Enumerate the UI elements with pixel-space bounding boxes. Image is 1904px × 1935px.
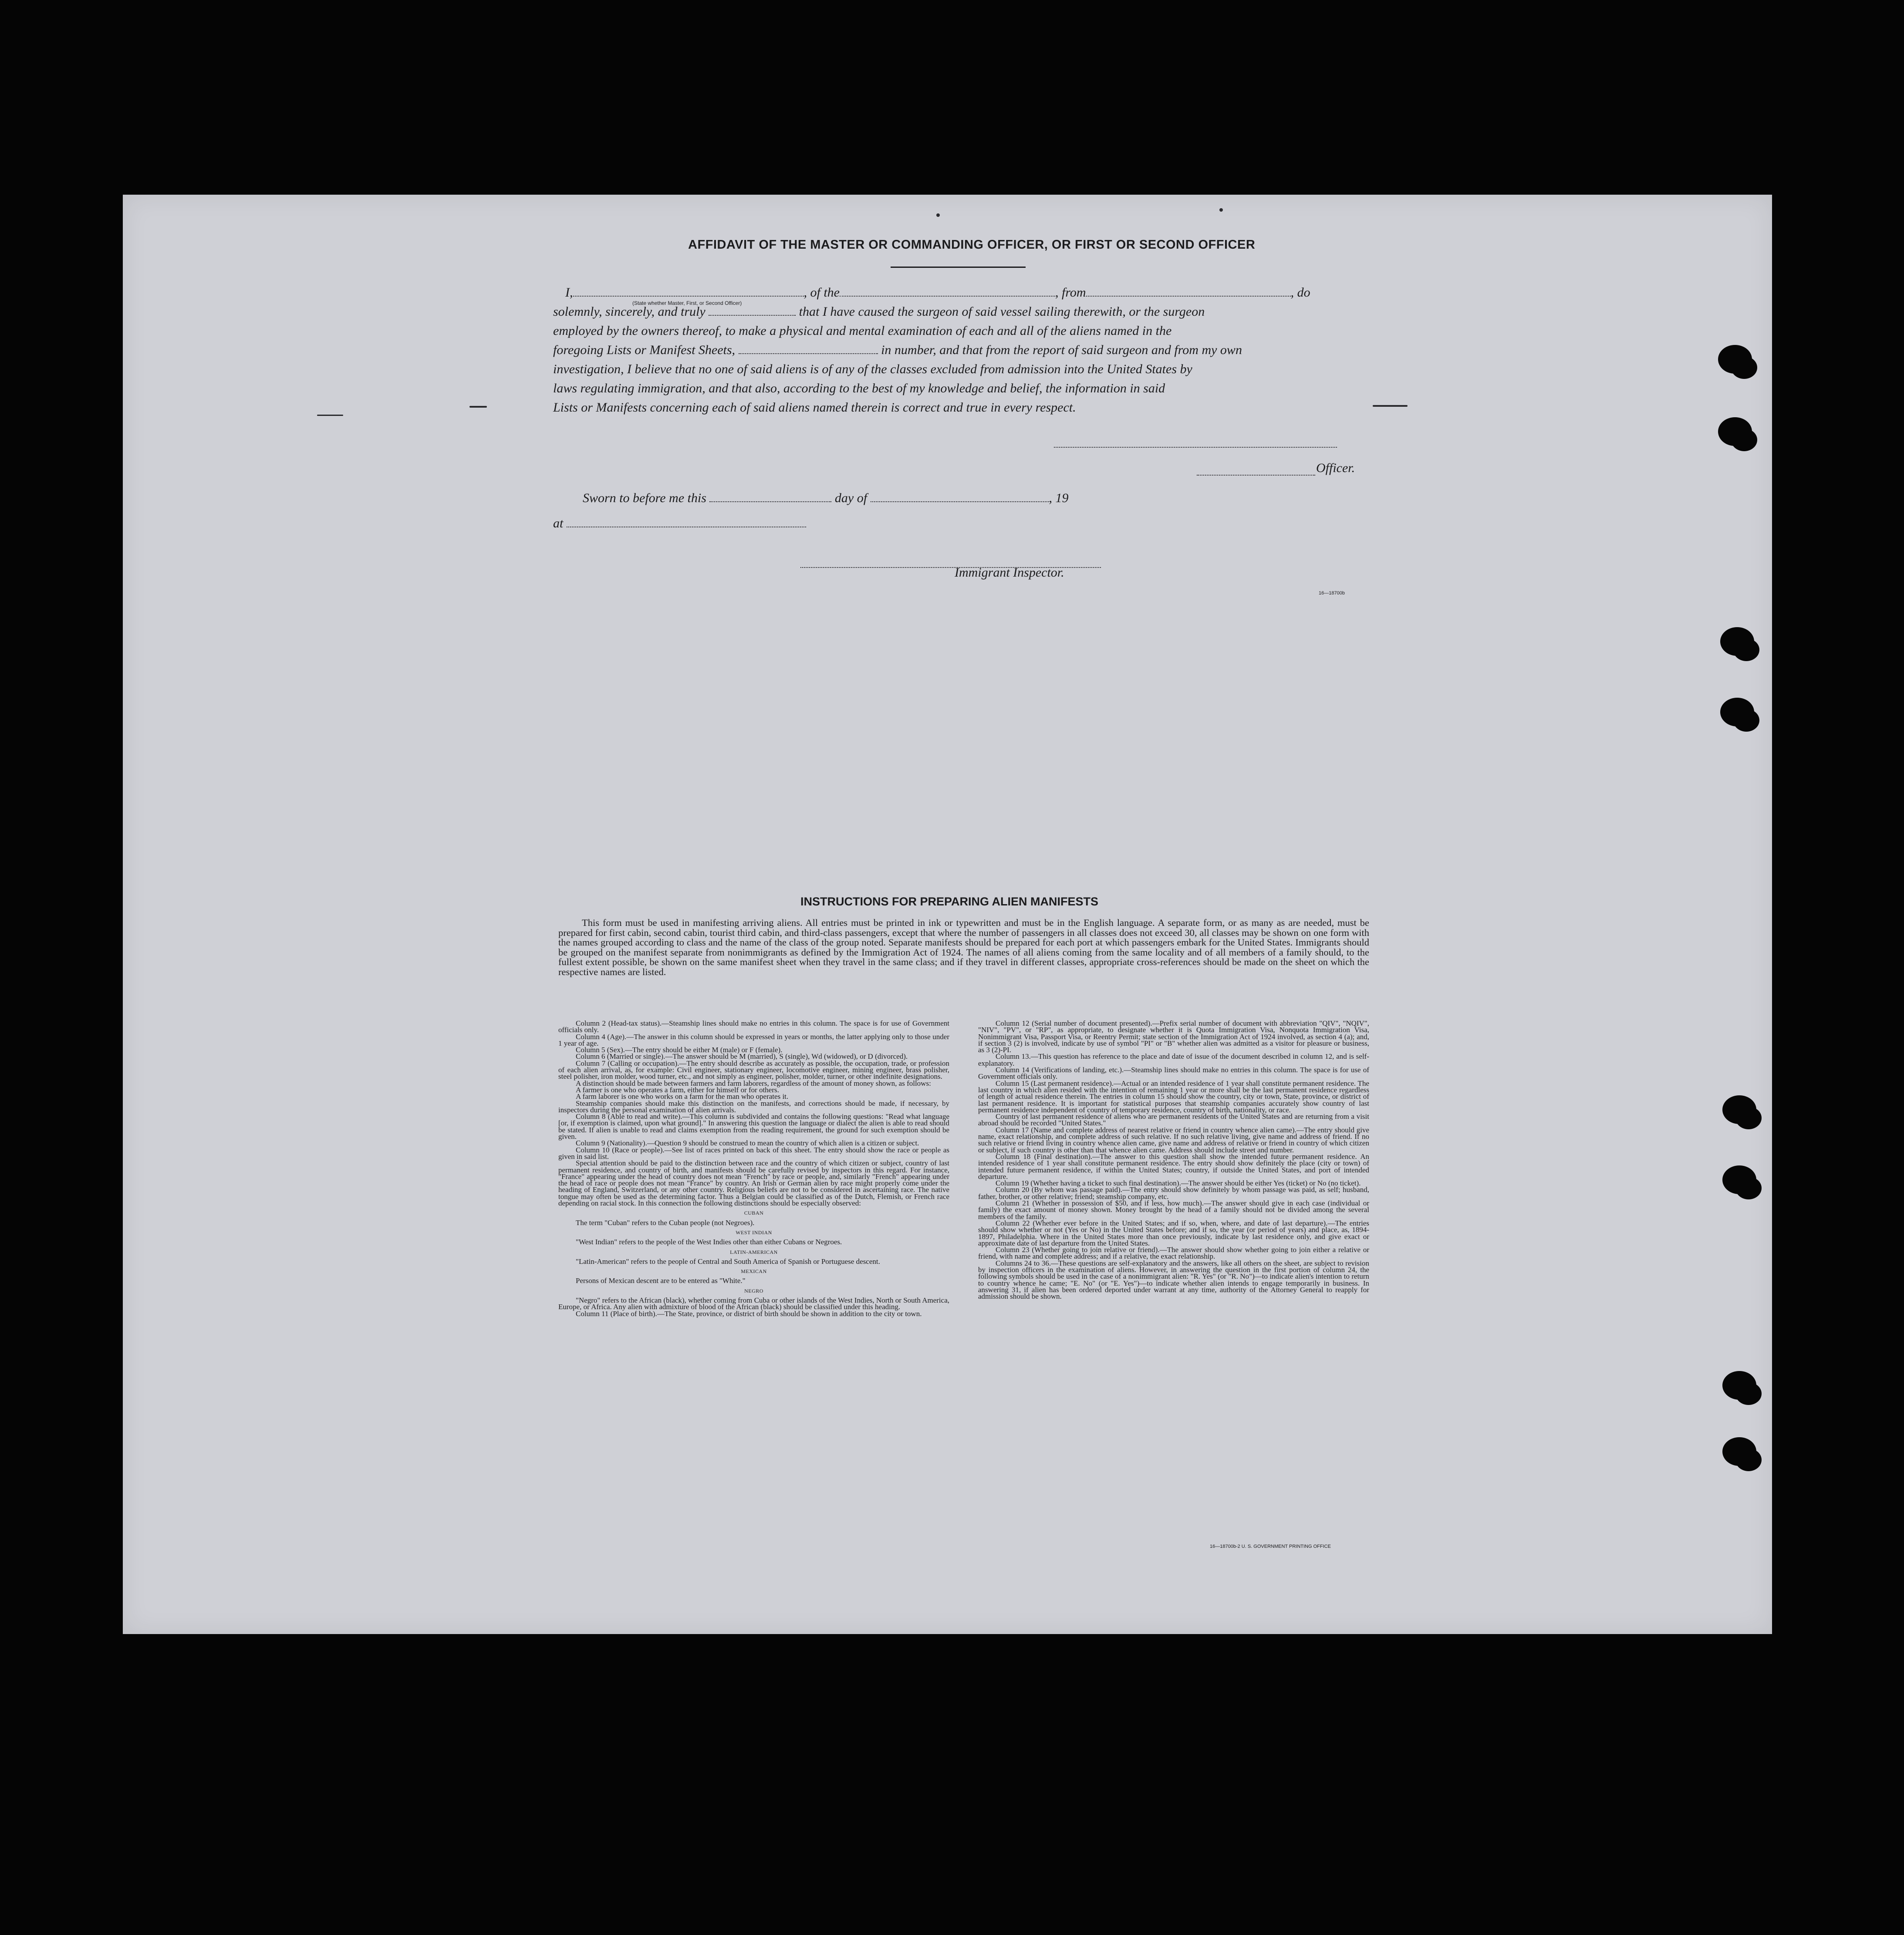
blank-officer-rank [573, 286, 804, 297]
instr-col-21: Column 21 (Whether in possession of $50, and if less, how much).—The answer should give in each case (individual or family) the exact amount of money shown. Money brought by the head of a family should not be divided among the several members of the family. [978, 1199, 1369, 1221]
text-from: , from [1055, 285, 1086, 300]
scan-speck [1373, 405, 1408, 407]
blank-sheet-count [739, 344, 878, 354]
instr-col-8: Column 8 (Able to read and write).—This column is subdivided and contains the following questions: "Read what language [or, if exemption is claimed, upon what ground]." In answering this question the language or dialect the alien is able to read should be stated. If alien is unable to read and claims exemption from the reading requirement, the ground for such exemption should be given. [558, 1112, 949, 1141]
blank-month [871, 492, 1049, 502]
instructions-left-column [558, 1020, 949, 1317]
heading-latin-american: LATIN-AMERICAN [730, 1249, 778, 1255]
instr-col-6: Column 6 (Married or single).—The answer should be M (married), S (single), Wd (widowed), or D (divorced). [576, 1052, 908, 1061]
instr-col-10: Column 10 (Race or people).—See list of races printed on back of this sheet. The entry should show the race or people as given in said list. [558, 1145, 949, 1161]
instructions-right-column [978, 1020, 1369, 1300]
blank-place [567, 517, 806, 527]
affidavit-line-6: laws regulating immigration, and that also, according to the best of my knowledge and belief, the information in said [553, 381, 1165, 395]
punch-hole [1718, 345, 1752, 374]
instr-steamship-distinction: Steamship companies should make this distinction on the manifests, and corrections should be made, if necessary, by inspectors during the personal examination of alien arrivals. [558, 1099, 949, 1114]
instr-col-20: Column 20 (By whom was passage paid).—The entry should show definitely by whom passage was paid, as self; husband, father, brother, or other relative; friend; steamship company, etc. [978, 1185, 1369, 1201]
text-negro: "Negro" refers to the African (black), whether coming from Cuba or other islands of the West Indies, North or South America, Europe, or Africa. Any alien with admixture of blood of the African (black) should be classified under this heading. [558, 1296, 949, 1311]
instr-col-13: Column 13.—This question has reference to the place and date of issue of the document described in column 12, and is self-explanatory. [978, 1052, 1369, 1067]
officer-label: Officer. [1316, 461, 1355, 475]
officer-signature-line [1197, 474, 1315, 476]
text-year: , 19 [1049, 491, 1069, 505]
text-west-indian: "West Indian" refers to the people of the West Indies other than either Cubans or Negroes. [576, 1238, 842, 1246]
punch-hole [1722, 1095, 1756, 1124]
signature-line [1054, 446, 1337, 448]
punch-hole [1720, 627, 1754, 656]
officer-rank-caption: (State whether Master, First, or Second Officer) [632, 300, 742, 306]
scan-speck [1219, 208, 1223, 212]
text-cuban: The term "Cuban" refers to the Cuban people (not Negroes). [576, 1218, 755, 1227]
instr-col-23: Column 23 (Whether going to join relative or friend).—The answer should show whether going to join either a relative or friend, with name and complete address; and if a relative, the exact relationship. [978, 1246, 1369, 1261]
text-in-number: in number, and that from the report of said surgeon and from my own [881, 343, 1242, 357]
at-line [553, 515, 1363, 532]
blank-sworn [709, 305, 796, 316]
inspector-label: Immigrant Inspector. [955, 565, 1064, 580]
intro-paragraph: This form must be used in manifesting arriving aliens. All entries must be printed in ink or typewritten and must be in the English language. A separate form, or as many as are needed, must be prepared for first cabin, second cabin, tourist third cabin, and third-class passengers, except that where the number of passengers in all classes does not exceed 30, all classes may be shown on one form with the names grouped according to class and the name of the class of the group noted. Separate manifests should be prepared for each port at which passengers embark for the United States. Immigrants should be grouped on the manifest separate from nonimmigrants as defined by the Immigration Act of 1924. The names of all aliens coming from the same locality and of all members of a family should, to the fullest extent possible, be shown on the same manifest sheet when they travel in the same class; and if they travel in different classes, appropriate cross-references should be made on the sheet on which the respective names are listed. [558, 917, 1369, 977]
instructions-title: INSTRUCTIONS FOR PREPARING ALIEN MANIFESTS [800, 895, 1099, 908]
text-solemnly: solemnly, sincerely, and truly [553, 304, 706, 319]
text-day-of: day of [834, 491, 868, 505]
instr-farm-distinction: A distinction should be made between farmers and farm laborers, regardless of the amount of money shown, as follows: [576, 1079, 931, 1087]
instr-col-9: Column 9 (Nationality).—Question 9 should be construed to mean the country of which alien is a citizen or subject. [576, 1139, 919, 1148]
instructions-intro [558, 918, 1369, 977]
blank-port [1086, 286, 1291, 297]
affidavit-line-3: employed by the owners thereof, to make a physical and mental examination of each and all of the aliens named in the [553, 324, 1172, 338]
instr-farmer: A farmer is one who operates a farm, either for himself or for others. [576, 1085, 779, 1094]
blank-vessel [840, 286, 1055, 297]
heading-west-indian: WEST INDIAN [736, 1229, 772, 1236]
text-sworn: Sworn to before me this [583, 491, 706, 505]
instr-col-7: Column 7 (Calling or occupation).—The entry should describe as accurately as possible, the occupation, trade, or profession of each alien arrival, as, for example: Civil engineer, stationary engineer, locomotive engineer, mining engineer, brass polisher, steel polisher, iron molder, wood turner, etc., and not simply as engineer, polisher, molder, turner, or other indefinite designations. [558, 1059, 949, 1081]
heading-negro: NEGRO [744, 1287, 763, 1294]
text-latin-american: "Latin-American" refers to the people of Central and South America of Spanish or Portuguese descent. [576, 1257, 880, 1266]
heading-cuban: CUBAN [744, 1210, 764, 1216]
instr-col-24-36: Columns 24 to 36.—These questions are self-explanatory and the answers, like all others on the sheet, are subject to revision by inspection officers in the examination of aliens. However, in answering the question in the first portion of column 24, the following symbols should be used in the case of a nonimmigrant alien: "R. Yes" (or "R. No")—to indicate alien's intention to return to country whence he came; "E. No" (or "E. Yes")—to indicate whether alien intends to engage temporarily in business. In answering 31, if alien has been ordered deported under warrant at any time, authority of the Attorney General to reapply for admission should be shown. [978, 1259, 1369, 1301]
scan-speck [469, 406, 487, 408]
instr-col-2: Column 2 (Head-tax status).—Steamship lines should make no entries in this column. The space is for use of Government officials only. [558, 1019, 949, 1034]
title-underline [891, 267, 1026, 268]
instr-race-distinction: Special attention should be paid to the distinction between race and the country of which citizen or subject, country of last permanent residence, and country of birth, and manifests should be carefully revised by inspectors in this regard. For instance, "France" appearing under the head of country does not mean "French" by race or people, and, similarly "French" appearing under the head of race or people does not mean "France" by country. An Irish or German alien by race might properly come under the heading of England, Switzerland, or any other country. Religious beliefs are not to be considered in ascertaining race. The native tongue may often be used as the determining factor. Thus a Belgian could be classified as of the Dutch, Flemish, or French race depending on racial stock. In this connection the following distinctions should be especially observed: [558, 1159, 949, 1208]
scan-speck [936, 213, 940, 217]
affidavit-line-1 [553, 284, 1363, 301]
instr-country-residence: Country of last permanent residence of aliens who are permanent residents of the United States and are returning from a visit abroad should be recorded "United States." [978, 1112, 1369, 1128]
blank-day [709, 492, 831, 502]
text-foregoing: foregoing Lists or Manifest Sheets, [553, 343, 736, 357]
text-surgeon: that I have caused the surgeon of said vessel sailing therewith, or the surgeon [799, 304, 1205, 319]
affidavit-line-7: Lists or Manifests concerning each of said aliens named therein is correct and true in every respect. [553, 400, 1076, 415]
instr-col-4: Column 4 (Age).—The answer in this column should be expressed in years or months, the latter applying only to those under 1 year of age. [558, 1032, 949, 1047]
sworn-line [583, 490, 1393, 507]
punch-hole [1720, 698, 1754, 726]
instr-farm-laborer: A farm laborer is one who works on a farm for the man who operates it. [576, 1092, 789, 1101]
instr-col-11: Column 11 (Place of birth).—The State, province, or district of birth should be shown in addition to the city or town. [576, 1309, 922, 1318]
instr-col-17: Column 17 (Name and complete address of nearest relative or friend in country whence alien came).—The entry should give name, exact relationship, and complete address of such relative. If no such relative living, give name and address of friend. If no such relative or friend living in country whence alien came, give name and address of relative or friend in country of which citizen or subject, if such country is other than that whence alien came. Address should include street and number. [978, 1125, 1369, 1154]
instr-col-22: Column 22 (Whether ever before in the United States; and if so, when, where, and date of last departure).—The entries should show whether or not (Yes or No) in the United States before; and if so, the year (or period of years) and place, as, 1894-1897, Philadelphia. Where in the United States more than once previously, indicate by last residence only, and give exact or approximate date of last departure from the United States. [978, 1219, 1369, 1247]
affidavit-line-4 [553, 341, 1363, 359]
form-number: 16—18700b [1319, 591, 1345, 596]
text-of-the: , of the [803, 285, 840, 300]
instr-col-18: Column 18 (Final destination).—The answer to this question shall show the intended future permanent residence. An intended residence of 1 year shall constitute permanent residence. The entry should show definitely the place (city or town) of intended future permanent residence, if within the United States; country, if outside the United States, and port of intended departure. [978, 1152, 1369, 1181]
text-do: , do [1290, 285, 1310, 300]
affidavit-title: AFFIDAVIT OF THE MASTER OR COMMANDING OFFICER, OR FIRST OR SECOND OFFICER [688, 238, 1256, 252]
text-at: at [553, 516, 564, 530]
instr-col-14: Column 14 (Verifications of landing, etc.).—Steamship lines should make no entries in this column. The space is for use of Government officials only. [978, 1066, 1369, 1081]
punch-hole [1718, 417, 1752, 446]
text-mexican: Persons of Mexican descent are to be entered as "White." [576, 1276, 746, 1285]
affidavit-line-2 [553, 303, 1363, 321]
instr-col-12: Column 12 (Serial number of document presented).—Prefix serial number of document with abbreviation "QIV", "NQIV", "NIV", "PV", or "RP", as appropriate, to designate whether it is Quota Immigration Visa, Nonquota Immigration Visa, Nonimmigrant Visa, Passport Visa, or Reentry Permit; state section of the Immigration Act of 1924 involved, as section 4 (a); and, if section 3 (2) is involved, indicate by use of symbol "PI" or "B" whether alien was admitted as a visitor for pleasure or business, as 3 (2)-PI. [978, 1019, 1369, 1054]
heading-mexican: MEXICAN [741, 1268, 767, 1275]
printing-office-footer: 16—18700b-2 U. S. GOVERNMENT PRINTING OFFICE [1210, 1544, 1331, 1549]
instr-col-5: Column 5 (Sex).—The entry should be either M (male) or F (female). [576, 1046, 783, 1054]
punch-hole [1722, 1437, 1756, 1466]
punch-hole [1722, 1165, 1756, 1194]
punch-hole [1722, 1371, 1756, 1400]
instr-col-19: Column 19 (Whether having a ticket to such final destination).—The answer should be either Yes (ticket) or No (no ticket). [996, 1179, 1361, 1188]
instr-col-15: Column 15 (Last permanent residence).—Actual or an intended residence of 1 year shall constitute permanent residence. The last country in which alien resided with the intention of remaining 1 year or more shall be the last permanent residence regardless of length of actual residence therein. The entries in column 15 should show the country, city or town, State, province, or district of last permanent residence. It is important for statistical purposes that steamship companies accurately show country of last permanent residence independent of country of temporary residence, country of birth, nationality, or race. [978, 1079, 1369, 1114]
scan-speck [317, 415, 343, 416]
affidavit-line-5: investigation, I believe that no one of said aliens is of any of the classes excluded from admission into the United States by [553, 362, 1192, 376]
text-i: I, [565, 285, 573, 300]
